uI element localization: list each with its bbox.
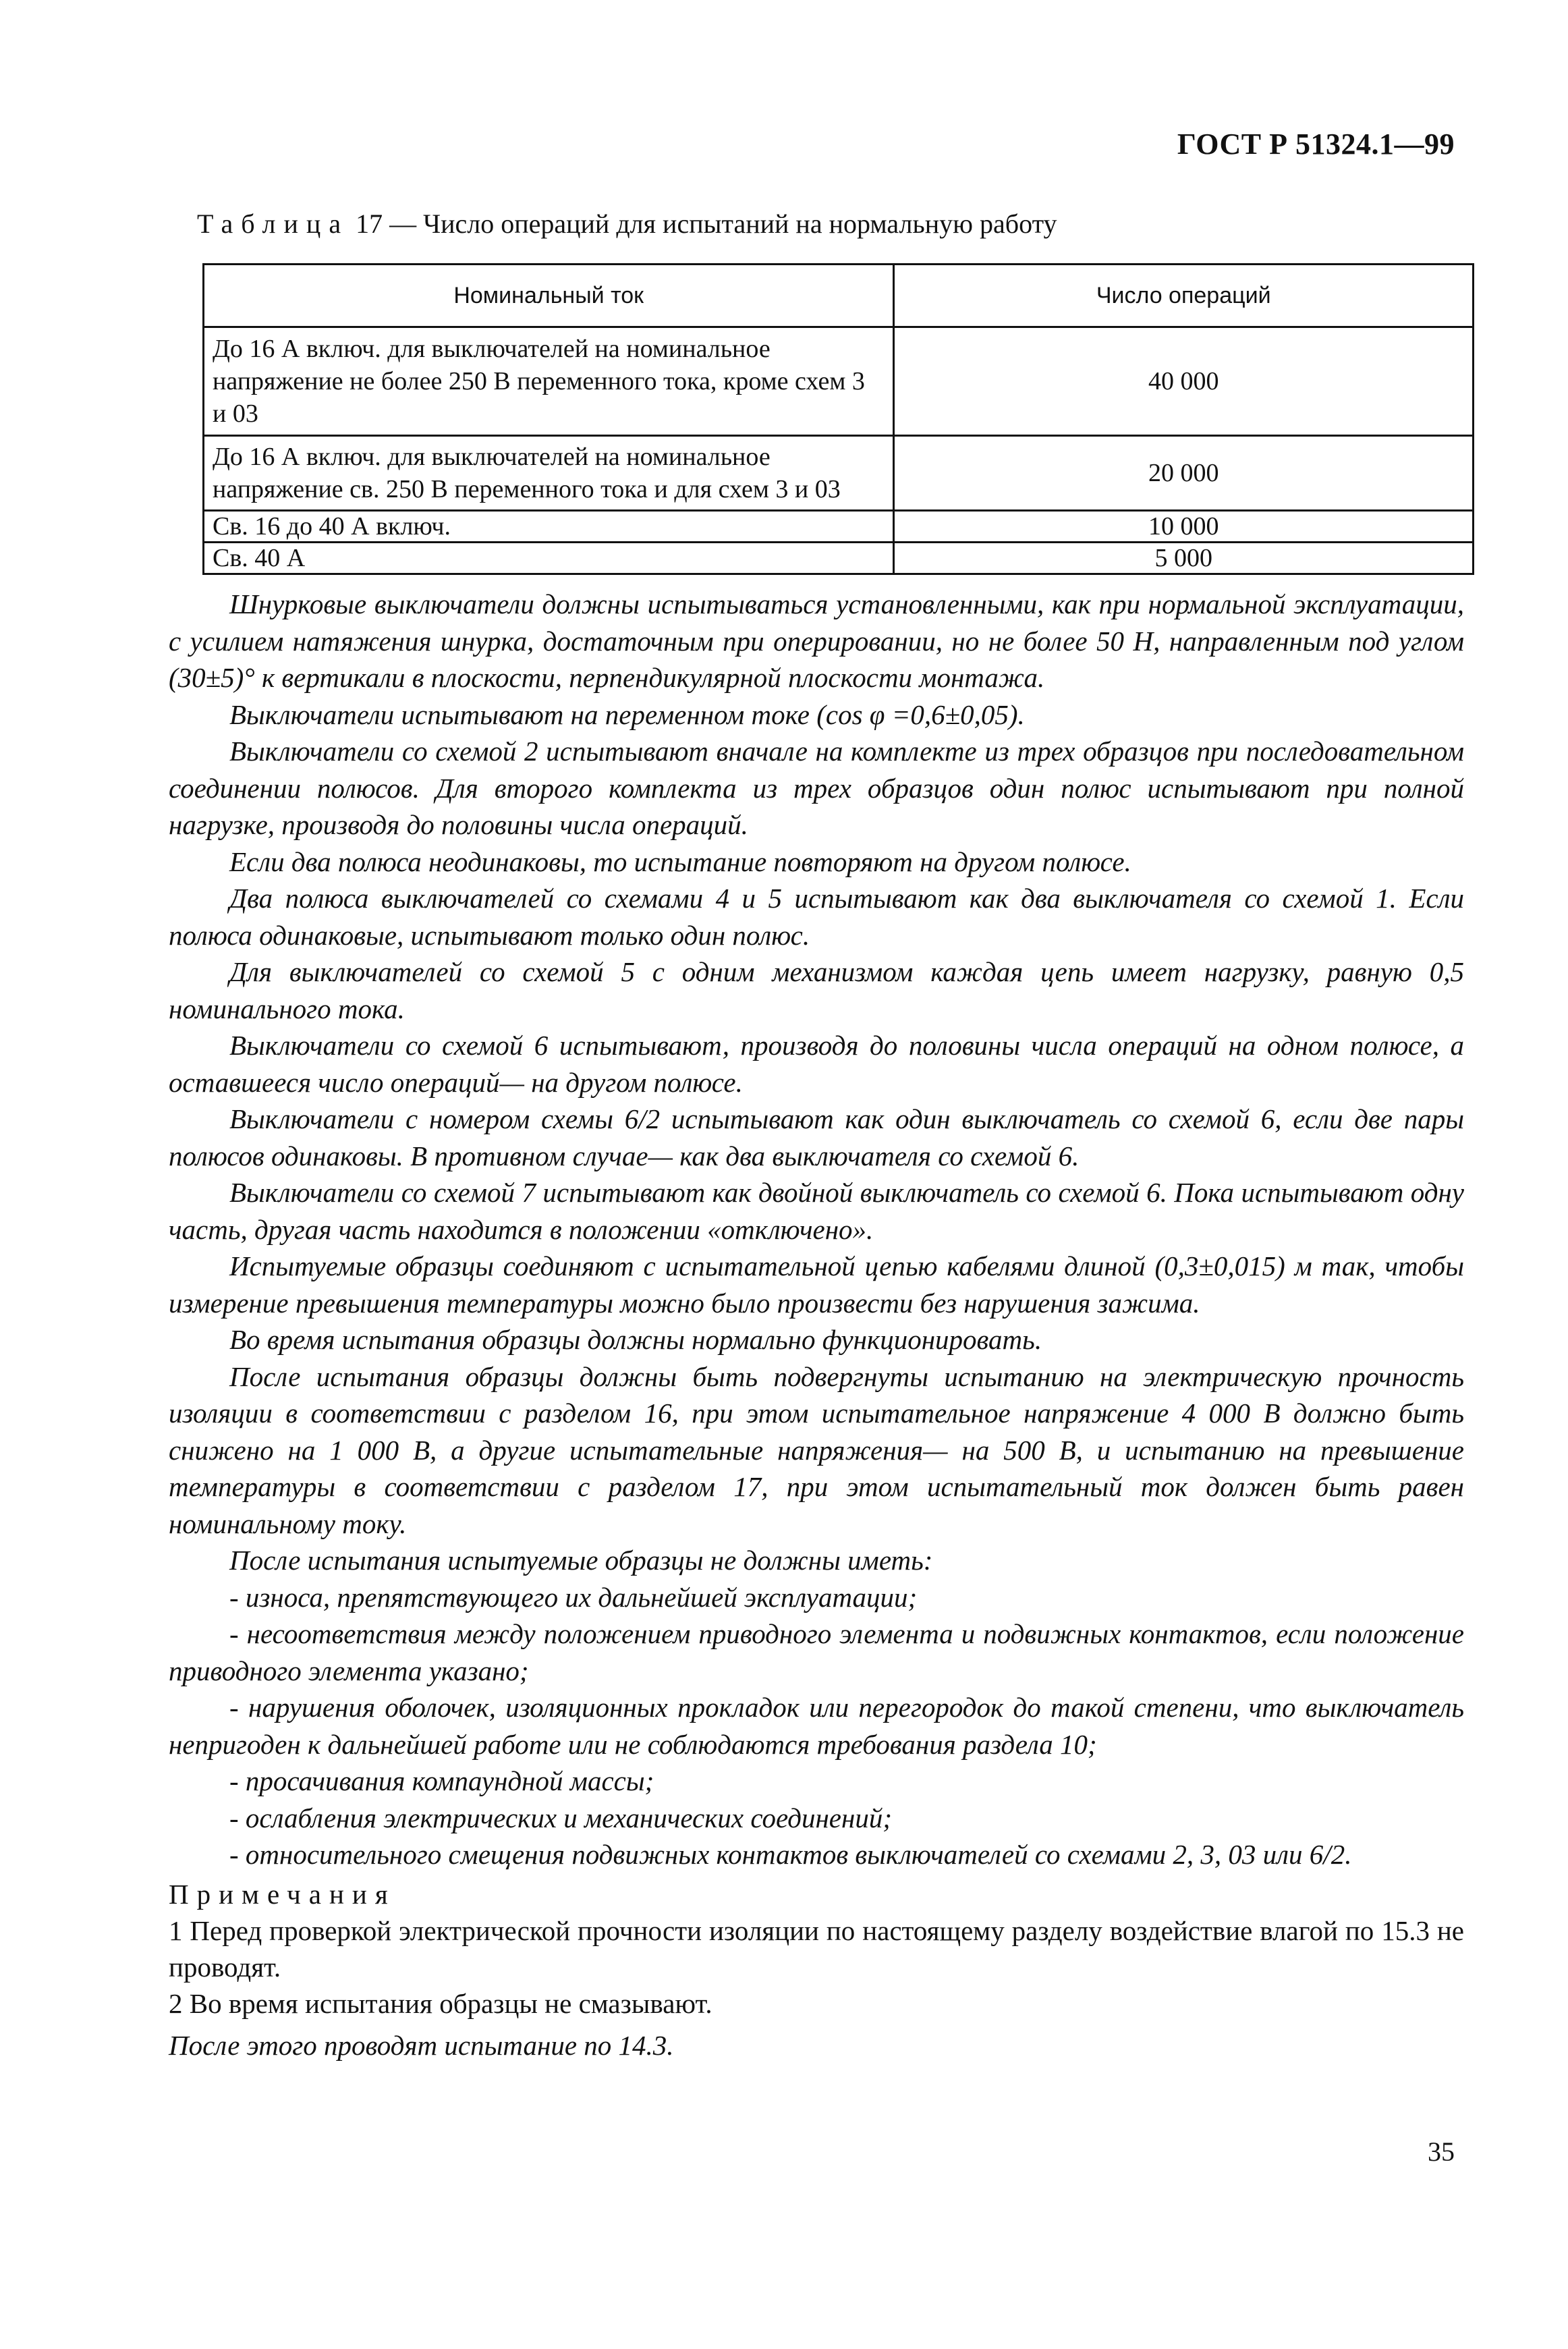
list-item: - износа, препятствующего их дальнейшей эксплуатации;: [229, 1581, 918, 1613]
table-caption-word: Таблица: [197, 209, 349, 239]
list-item: - просачивания компаундной массы;: [229, 1765, 654, 1796]
table-cell-operations: 20 000: [894, 436, 1474, 511]
notes-section: [169, 1876, 1464, 2064]
page-number: 35: [1428, 2136, 1455, 2167]
paragraph: Выключатели со схемой 6 испытывают, производя до половины числа операций на одном полюсе, а оставшееся число операций— на другом полюсе.: [169, 1030, 1464, 1098]
paragraph: Во время испытания образцы должны нормально функционировать.: [229, 1324, 1042, 1355]
table-row: [204, 436, 1474, 511]
table-caption: [197, 208, 1057, 240]
paragraph: Выключатели со схемой 2 испытывают вначале на комплекте из трех образцов при последовательном соединении полюсов. Для второго комплекта из трех образцов один полюс испытывают при полной нагрузке, производя до половины числа операций.: [169, 736, 1464, 840]
document-code: ГОСТ Р 51324.1—99: [1177, 128, 1455, 161]
table-cell-current: Св. 16 до 40 А включ.: [204, 511, 894, 543]
list-item: - нарушения оболочек, изоляционных прокладок или перегородок до такой степени, что выключатель непригоден к дальнейшей работе или не соблюдаются требования раздела 10;: [169, 1692, 1464, 1760]
list-item: - относительного смещения подвижных контактов выключателей со схемами 2, 3, 03 или 6/2.: [229, 1839, 1352, 1870]
paragraph: Выключатели с номером схемы 6/2 испытывают как один выключатель со схемой 6, если две пары полюсов одинаковы. В противном случае— как два выключателя со схемой 6.: [169, 1103, 1464, 1171]
paragraph: Если два полюса неодинаковы, то испытание повторяют на другом полюсе.: [229, 846, 1131, 877]
table-cell-operations: 5 000: [894, 543, 1474, 574]
list-item: - ослабления электрических и механических соединений;: [229, 1802, 892, 1833]
table-cell-current: До 16 А включ. для выключателей на номинальное напряжение не более 250 В переменного тока, кроме схем 3 и 03: [204, 327, 894, 436]
notes-title: [169, 1876, 1464, 1912]
paragraph: Шнурковые выключатели должны испытываться установленными, как при нормальной эксплуатации, с усилием натяжения шнурка, достаточным при оперировании, но не более 50 Н, направленным под углом (30±5)° к вертикали в плоскости, перпендикулярной плоскости монтажа.: [169, 588, 1464, 693]
table-row: [204, 511, 1474, 543]
paragraph: Для выключателей со схемой 5 с одним механизмом каждая цепь имеет нагрузку, равную 0,5 номинального тока.: [169, 956, 1464, 1024]
operations-table: [202, 263, 1474, 575]
paragraph: После испытания испытуемые образцы не должны иметь:: [229, 1545, 933, 1576]
paragraph: Выключатели испытывают на переменном токе (cos φ =0,6±0,05).: [229, 698, 1025, 730]
table-cell-operations: 40 000: [894, 327, 1474, 436]
table-caption-text: 17 — Число операций для испытаний на нормальную работу: [356, 209, 1057, 239]
note-item: 1 Перед проверкой электрической прочности изоляции по настоящему разделу воздействие влагой по 15.3 не проводят.: [169, 1915, 1464, 1983]
closing-paragraph: После этого проводят испытание по 14.3.: [169, 2030, 674, 2061]
table-row: [204, 543, 1474, 574]
column-header-current: Номинальный ток: [204, 265, 894, 327]
table-header-row: [204, 265, 1474, 327]
table-cell-current: До 16 А включ. для выключателей на номинальное напряжение св. 250 В переменного тока и для схем 3 и 03: [204, 436, 894, 511]
table-row: [204, 327, 1474, 436]
paragraph: Выключатели со схемой 7 испытывают как двойной выключатель со схемой 6. Пока испытывают одну часть, другая часть находится в положении «отключено».: [169, 1177, 1464, 1245]
column-header-operations: Число операций: [894, 265, 1474, 327]
paragraph: После испытания образцы должны быть подвергнуты испытанию на электрическую прочность изоляции в соответствии с разделом 16, при этом испытательное напряжение 4 000 В должно быть снижено на 1 000 В, а другие испытательные напряжения— на 500 В, и испытанию на превышение температуры в соответствии с разделом 17, при этом испытательный ток должен быть равен номинальному току.: [169, 1360, 1464, 1539]
table-cell-current: Св. 40 А: [204, 543, 894, 574]
table-cell-operations: 10 000: [894, 511, 1474, 543]
body-text: [169, 586, 1464, 1873]
paragraph: Испытуемые образцы соединяют с испытательной цепью кабелями длиной (0,3±0,015) м так, чтобы измерение превышения температуры можно было произвести без нарушения зажима.: [169, 1250, 1464, 1319]
notes-title-text: Примечания: [169, 1879, 396, 1910]
note-item: 2 Во время испытания образцы не смазывают.: [169, 1988, 712, 2019]
list-item: - несоответствия между положением приводного элемента и подвижных контактов, если положение приводного элемента указано;: [169, 1618, 1464, 1686]
paragraph: Два полюса выключателей со схемами 4 и 5 испытывают как два выключателя со схемой 1. Если полюса одинаковые, испытывают только один полюс.: [169, 883, 1464, 951]
